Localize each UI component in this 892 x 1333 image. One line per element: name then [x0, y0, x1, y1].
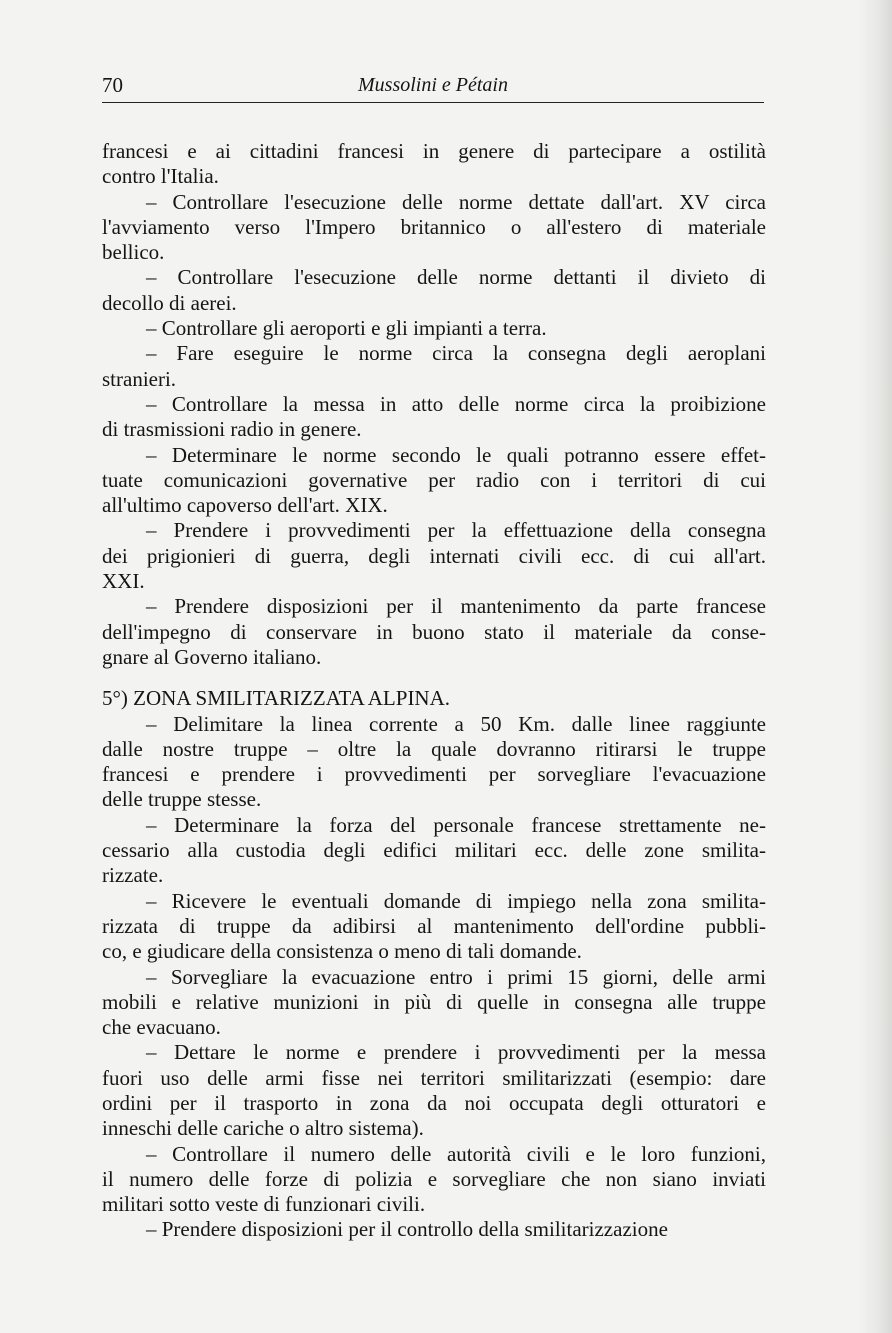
text-line: inneschi delle cariche o altro sistema).	[102, 1116, 424, 1141]
text-line: – Ricevere le eventuali domande di impiego nella zona smilita-	[146, 888, 766, 913]
paragraph	[102, 1142, 766, 1218]
text-line: francesi e prendere i provvedimenti per sorvegliare l'evacuazione	[102, 762, 766, 787]
text-line: francesi e ai cittadini francesi in genere di partecipare a ostilità	[102, 139, 766, 163]
text-line: – Delimitare la linea corrente a 50 Km. dalle linee raggiunte	[146, 711, 766, 736]
text-line: – Determinare le norme secondo le quali potranno essere effet-	[146, 442, 766, 467]
paragraph	[102, 965, 766, 1041]
text-line: bellico.	[102, 240, 165, 265]
paragraph	[102, 190, 766, 266]
text-line: contro l'Italia.	[102, 164, 219, 189]
text-line: ordini per il trasporto in zona da noi occupata degli otturatori e	[102, 1090, 766, 1115]
text-line: – Controllare il numero delle autorità civili e le loro funzioni,	[146, 1141, 766, 1166]
text-line: – Controllare gli aeroporti e gli impianti a terra.	[146, 316, 547, 341]
paragraph	[102, 889, 766, 965]
text-line: di trasmissioni radio in genere.	[102, 417, 362, 442]
text-line: – Controllare la messa in atto delle norme circa la proibizione	[146, 391, 766, 416]
text-line: – Prendere i provvedimenti per la effettuazione della consegna	[146, 518, 766, 543]
paragraph	[102, 341, 766, 392]
text-line: cessario alla custodia degli edifici militari ecc. delle zone smilita-	[102, 838, 766, 863]
text-line: stranieri.	[102, 366, 177, 391]
text-line: il numero delle forze di polizia e sorvegliare che non siano inviati	[102, 1166, 766, 1191]
text-line: l'avviamento verso l'Impero britannico o all'estero di materiale	[102, 214, 766, 239]
text-line: dei prigionieri di guerra, degli internati civili ecc. di cui all'art.	[102, 543, 766, 568]
paragraph	[102, 712, 766, 813]
text-line: – Prendere disposizioni per il mantenimento da parte francese	[146, 594, 766, 619]
paragraph	[102, 594, 766, 670]
text-line: all'ultimo capoverso dell'art. XIX.	[102, 493, 388, 518]
paragraph	[102, 139, 766, 190]
text-line: rizzata di truppe da adibirsi al mantenimento dell'ordine pubbli-	[102, 913, 766, 938]
text-line: che evacuano.	[102, 1015, 221, 1040]
body-text	[102, 139, 766, 1243]
text-line: tuate comunicazioni governative per radio con i territori di cui	[102, 467, 766, 492]
paragraph	[102, 1040, 766, 1141]
text-line: – Controllare l'esecuzione delle norme dettate dall'art. XV circa	[146, 189, 766, 214]
paragraph	[102, 392, 766, 443]
text-line: militari sotto veste di funzionari civili.	[102, 1192, 426, 1217]
text-line: gnare al Governo italiano.	[102, 644, 322, 669]
text-line: dalle nostre truppe – oltre la quale dovranno ritirarsi le truppe	[102, 736, 766, 761]
paragraph	[102, 265, 766, 316]
text-line: – Fare eseguire le norme circa la consegna degli aeroplani	[146, 341, 766, 366]
text-line: mobili e relative munizioni in più di quelle in consegna alle truppe	[102, 989, 766, 1014]
paragraph	[102, 813, 766, 889]
text-line: delle truppe stesse.	[102, 787, 262, 812]
text-line: – Determinare la forza del personale francese strettamente ne-	[146, 812, 766, 837]
text-line: – Dettare le norme e prendere i provvedimenti per la messa	[146, 1040, 766, 1065]
text-line: – Controllare l'esecuzione delle norme dettanti il divieto di	[146, 265, 766, 290]
text-line: – Prendere disposizioni per il controllo della smilitarizzazione	[146, 1217, 668, 1242]
running-header	[102, 74, 764, 103]
text-line: co, e giudicare della consistenza o meno di tali domande.	[102, 939, 582, 964]
paragraph	[102, 443, 766, 519]
paragraph	[102, 518, 766, 594]
paragraph	[102, 316, 766, 341]
section-heading: 5°) ZONA SMILITARIZZATA ALPINA.	[102, 686, 451, 711]
book-title: Mussolini e Pétain	[358, 74, 508, 96]
text-line: – Sorvegliare la evacuazione entro i primi 15 giorni, delle armi	[146, 964, 766, 989]
text-line: fuori uso delle armi fisse nei territori smilitarizzati (esempio: dare	[102, 1065, 766, 1090]
section-gap	[102, 670, 766, 686]
text-line: decollo di aerei.	[102, 290, 237, 315]
page-number: 70	[102, 73, 123, 97]
paragraph	[102, 1217, 766, 1242]
page-edge-shadow	[858, 0, 892, 1333]
text-line: XXI.	[102, 569, 145, 594]
text-line: dell'impegno di conservare in buono stato il materiale da conse-	[102, 619, 766, 644]
text-line: rizzate.	[102, 863, 164, 888]
